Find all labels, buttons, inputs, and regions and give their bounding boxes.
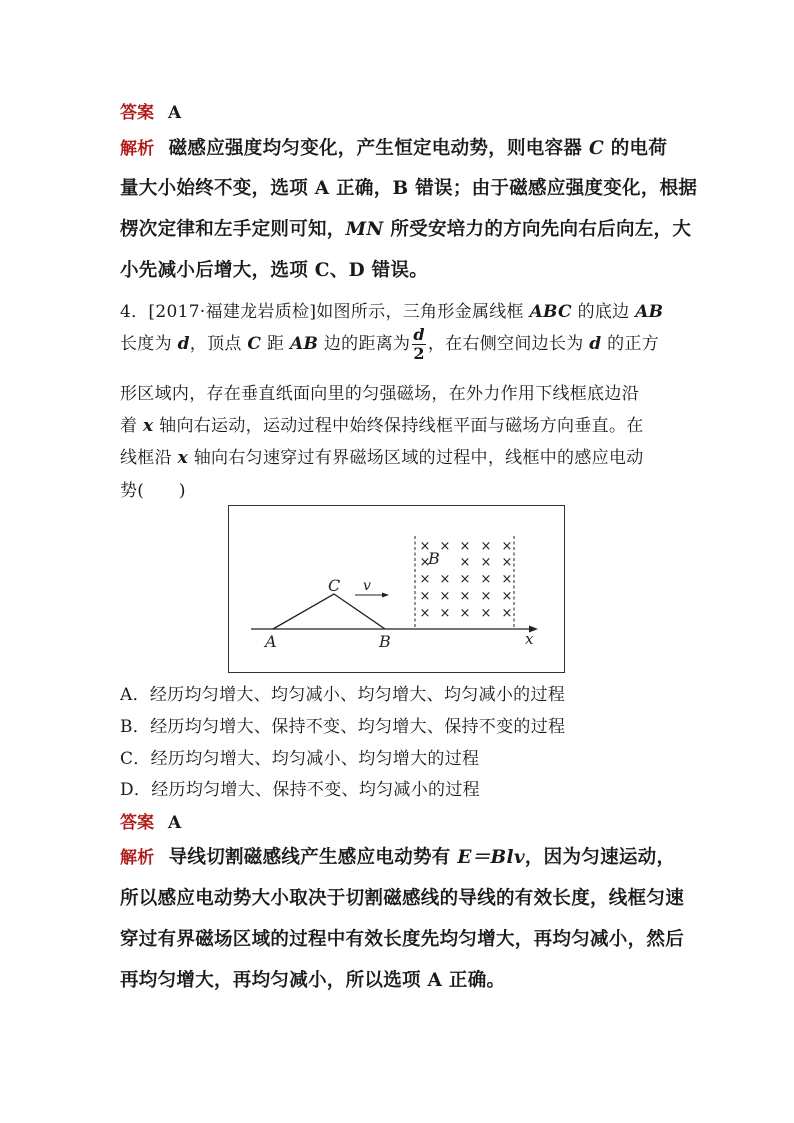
field-cross: × <box>459 572 471 587</box>
analysis-label-2: 解析 <box>120 848 155 868</box>
label-A: A <box>265 632 277 651</box>
analysis-line-3: 楞次定律和左手定则可知，MN 所受安培力的方向先向右后向左，大 <box>120 219 692 240</box>
analysis-line-1: 解析 磁感应强度均匀变化，产生恒定电动势，则电容器 C 的电荷 <box>120 138 668 159</box>
label-v: v <box>363 578 371 594</box>
option-b: B．经历均匀增大、保持不变、均匀增大、保持不变的过程 <box>120 717 566 737</box>
field-cross: × <box>480 555 492 570</box>
figure-svg <box>229 506 564 672</box>
field-cross: × <box>480 539 492 554</box>
field-cross: × <box>480 589 492 604</box>
question-line-5: 线框沿 x 轴向右匀速穿过有界磁场区域的过程中，线框中的感应电动 <box>120 448 644 468</box>
physics-figure <box>228 505 565 673</box>
field-cross: × <box>459 606 471 621</box>
label-B: B <box>379 632 391 651</box>
field-cross: × <box>439 572 451 587</box>
fraction-d-over-2: $\frac{d}{2}$ <box>413 325 425 363</box>
analysis-line-2: 量大小始终不变，选项 A 正确，B 错误；由于磁感应强度变化，根据 <box>120 178 698 199</box>
question-line-2: 长度为 d，顶点 C 距 AB 边的距离为 $\frac{d}{2}$ ，在右侧空间边长为 d 的正方 <box>120 325 660 363</box>
field-cross: × <box>419 572 431 587</box>
answer-line-1 <box>120 98 181 123</box>
option-c: C．经历均匀增大、均匀减小、均匀增大的过程 <box>120 749 480 769</box>
velocity-arrowhead <box>382 593 389 598</box>
field-cross: × <box>459 589 471 604</box>
question-line-6: 势( ) <box>120 481 186 501</box>
analysis2-line-1: 解析 导线切割磁感线产生感应电动势有 E＝Blv，因为匀速运动， <box>120 847 676 868</box>
answer-label: 答案 <box>120 103 154 123</box>
answer-value: A <box>168 103 182 123</box>
field-cross: × <box>501 572 513 587</box>
answer-line-2 <box>120 808 181 833</box>
answer-label-2: 答案 <box>120 813 154 833</box>
field-cross: × <box>439 539 451 554</box>
field-cross: × <box>480 572 492 587</box>
field-cross: × <box>419 539 431 554</box>
analysis-label: 解析 <box>120 139 155 159</box>
field-cross: × <box>419 589 431 604</box>
question-line-4: 着 x 轴向右运动，运动过程中始终保持线框平面与磁场方向垂直。在 <box>120 416 644 436</box>
field-cross: × <box>501 589 513 604</box>
triangle-frame <box>273 594 385 629</box>
answer-value-2: A <box>168 813 182 833</box>
field-cross: × <box>501 606 513 621</box>
formula: E＝Blv <box>457 847 525 868</box>
field-cross: × <box>480 606 492 621</box>
analysis-line-4: 小先减小后增大，选项 C、D 错误。 <box>120 260 429 281</box>
field-cross: × <box>459 539 471 554</box>
label-x: x <box>525 630 534 648</box>
field-cross: × <box>419 555 431 570</box>
field-cross: × <box>439 589 451 604</box>
question-line-3: 形区域内，存在垂直纸面向里的匀强磁场，在外力作用下线框底边沿 <box>120 384 639 404</box>
label-field-B: B <box>428 549 440 568</box>
option-a: A．经历均匀增大、均匀减小、均匀增大、均匀减小的过程 <box>120 685 566 705</box>
field-cross: × <box>419 606 431 621</box>
field-cross: × <box>501 555 513 570</box>
analysis2-line-3: 穿过有界磁场区域的过程中有效长度先均匀增大，再均匀减小，然后 <box>120 929 685 950</box>
analysis2-line-4: 再均匀增大，再均匀减小，所以选项 A 正确。 <box>120 970 506 991</box>
field-cross: × <box>459 555 471 570</box>
analysis2-line-2: 所以感应电动势大小取决于切割磁感线的导线的有效长度，线框匀速 <box>120 888 685 909</box>
question-line-1: 4．[2017·福建龙岩质检]如图所示，三角形金属线框 ABC 的底边 AB <box>120 302 664 322</box>
field-cross: × <box>439 606 451 621</box>
field-cross: × <box>501 539 513 554</box>
label-C: C <box>328 576 341 595</box>
option-d: D．经历均匀增大、保持不变、均匀减小的过程 <box>120 780 480 800</box>
